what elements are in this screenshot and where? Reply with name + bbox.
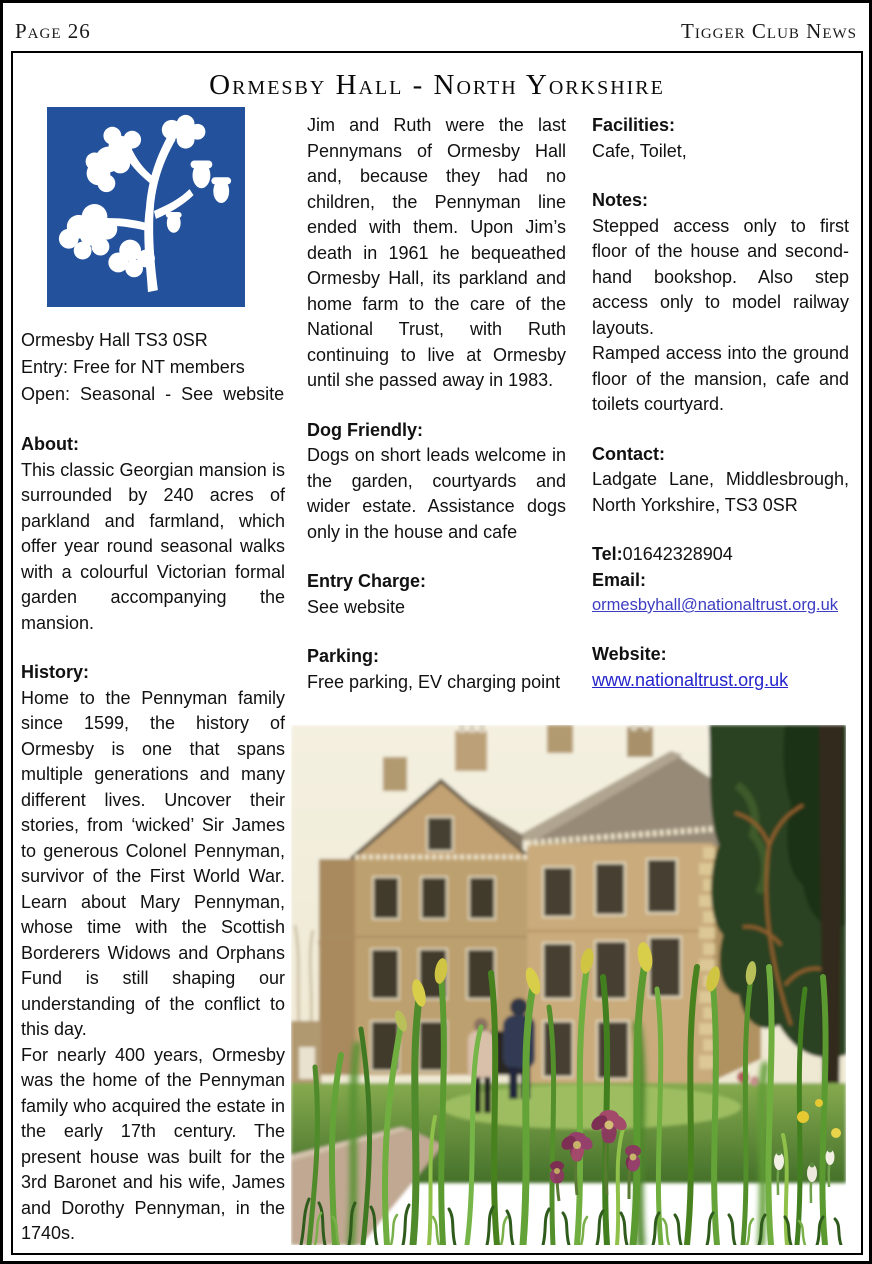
entry-charge-section [307,569,566,620]
history-paragraph-1: Home to the Pennyman family since 1599, the history of Ormesby is one that spans multiple generations and many different lives. Uncover their stories, from ‘wicked’ Sir James to generous Colonel Pennyman, survivor of the First World War. Learn about Mary Pennyman, whose time with the Scottish Borderers Widows and Orphans Fund is still shaping our understanding of the conflict to this day. [21,687,285,1039]
facilities-heading: Facilities: [592,115,676,135]
parking-body: Free parking, EV charging point [307,671,561,692]
article-title: Ormesby Hall - North Yorkshire [209,69,665,101]
website-link[interactable]: www.nationaltrust.org.uk [592,669,789,690]
page-header [15,15,857,47]
about-heading: About: [21,434,79,454]
email-heading: Email: [592,569,647,590]
notes-heading: Notes: [592,190,649,210]
telephone-line [592,542,849,568]
contact-section [592,442,849,519]
notes-section [592,188,849,418]
history-heading: History: [21,662,90,682]
contact-address: Ladgate Lane, Middlesbrough, North Yorkshire, TS3 0SR [592,469,849,515]
parking-heading: Parking: [307,646,380,666]
dog-friendly-body: Dogs on short leads welcome in the garden, courtyards and wider estate. Assistance dogs only in the house and cafe [307,445,566,542]
facilities-section [592,113,849,164]
page-number: Page 26 [15,18,91,43]
history-section [21,660,285,1247]
entry-info: Entry: Free for NT members [21,357,245,377]
tel-number: 01642328904 [622,544,733,564]
tel-email-section [592,542,849,618]
national-trust-logo-icon [47,107,245,307]
newsletter-brand: Tigger Club News [681,18,857,43]
facilities-body: Cafe, Toilet, [592,140,687,161]
right-column [592,113,849,693]
website-section [592,642,849,693]
left-column [21,107,285,1247]
history-paragraph-2: For nearly 400 years, Ormesby was the home of the Pennyman family who acquired the estate in the early 17th century. The present house was built for the 3rd Baronet and his wife, James and Dorothy Pennyman, in the 1740s. [21,1044,285,1243]
notes-paragraph-1: Stepped access only to first floor of the house and second-hand bookshop. Also step access only to model railway layouts. [592,215,849,338]
contact-heading: Contact: [592,443,665,464]
email-link[interactable]: ormesbyhall@nationaltrust.org.uk [592,596,839,614]
ormesby-hall-photo [291,725,846,1245]
dog-friendly-heading: Dog Friendly: [307,419,423,440]
about-section [21,432,285,636]
entry-charge-heading: Entry Charge: [307,571,427,591]
parking-section [307,644,566,695]
venue-name-postcode: Ormesby Hall TS3 0SR [21,330,208,350]
opening-info: Open: Seasonal - See website [21,384,285,404]
notes-paragraph-2: Ramped access into the ground floor of the mansion, cafe and toilets courtyard. [592,343,849,414]
intro-paragraph: Jim and Ruth were the last Pennymans of Ormesby Hall and, because they had no children, the Pennyman line ended with them. Upon Jim’s death in 1961 he bequeathed Ormesby Hall, its parkland and home farm to the care of the National Trust, with Ruth continuing to live at Ormesby until she passed away in 1983. [307,115,566,390]
middle-column [307,113,566,695]
venue-address-block [21,327,285,408]
website-heading: Website: [592,644,667,664]
about-body: This classic Georgian mansion is surrounded by 240 acres of parkland and farmland, which offer year round seasonal walks with a colourful Victorian formal garden accompanying the mansion. [21,459,285,633]
dog-friendly-section [307,418,566,546]
entry-charge-body: See website [307,596,406,617]
tel-label: Tel: [592,544,623,564]
